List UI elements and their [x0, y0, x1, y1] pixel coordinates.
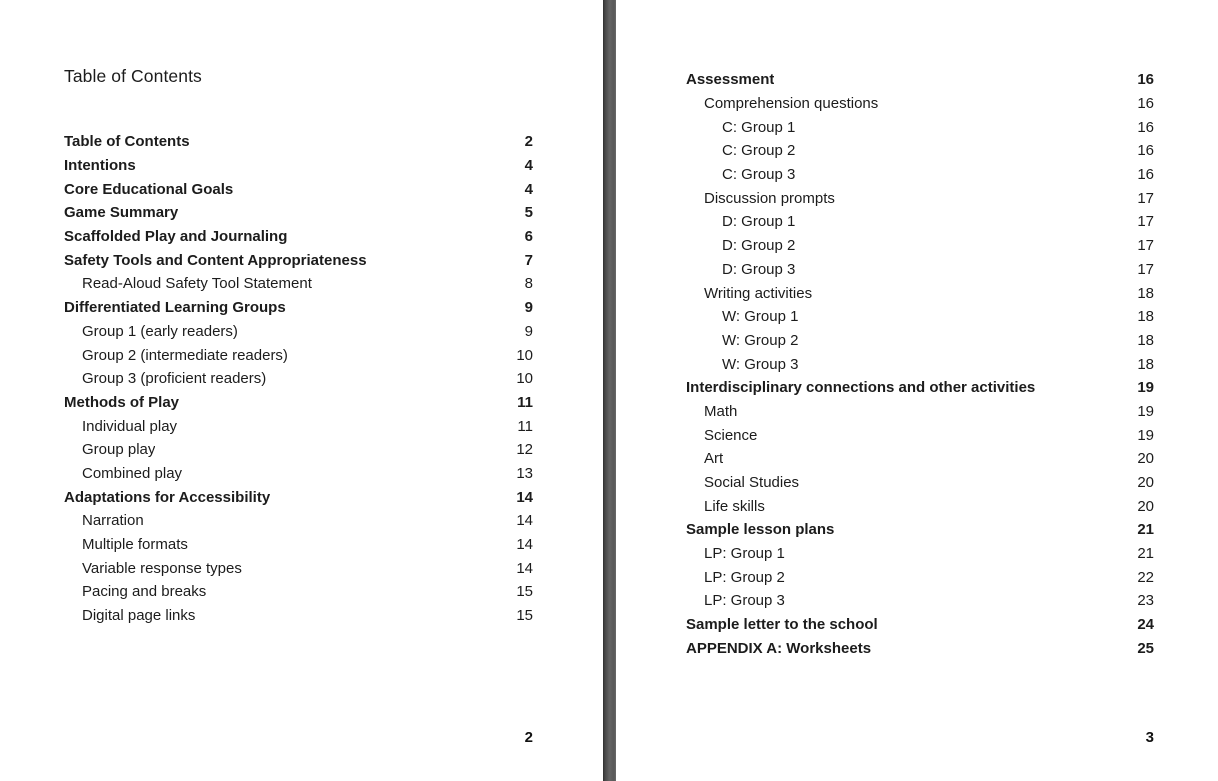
toc-entry[interactable] — [64, 320, 533, 344]
toc-entry-page-number: 13 — [516, 464, 533, 482]
toc-entry-page-number: 19 — [1137, 379, 1154, 397]
toc-entry[interactable] — [64, 391, 533, 415]
toc-entry-label: Social Studies — [704, 474, 800, 492]
toc-entry-page-number: 19 — [1137, 426, 1154, 444]
toc-list-right — [686, 68, 1154, 660]
toc-entry[interactable] — [64, 272, 533, 296]
toc-entry-page-number: 12 — [516, 441, 533, 459]
toc-entry-page-number: 16 — [1137, 71, 1154, 89]
toc-entry[interactable] — [686, 447, 1154, 471]
toc-entry-label: W: Group 3 — [722, 355, 799, 373]
toc-entry-label: Group 1 (early readers) — [82, 322, 238, 340]
toc-entry-label: Core Educational Goals — [64, 180, 234, 198]
toc-entry[interactable] — [686, 68, 1154, 92]
toc-entry-page-number: 19 — [1137, 402, 1154, 420]
toc-entry-label: APPENDIX A: Worksheets — [686, 639, 872, 657]
toc-entry-page-number: 14 — [516, 512, 533, 530]
toc-entry[interactable] — [64, 509, 533, 533]
toc-entry[interactable] — [64, 414, 533, 438]
toc-entry[interactable] — [64, 201, 533, 225]
toc-entry-label: Math — [704, 402, 738, 420]
toc-entry-page-number: 9 — [524, 322, 533, 340]
toc-entry-label: Science — [704, 426, 758, 444]
toc-entry-page-number: 16 — [1137, 118, 1154, 136]
toc-entry[interactable] — [686, 518, 1154, 542]
toc-entry-page-number: 23 — [1137, 592, 1154, 610]
toc-entry[interactable] — [64, 367, 533, 391]
toc-entry-page-number: 14 — [516, 559, 533, 577]
toc-entry-page-number: 15 — [516, 607, 533, 625]
toc-entry-page-number: 2 — [524, 133, 533, 151]
toc-entry-label: Group play — [82, 441, 156, 459]
toc-entry-page-number: 10 — [516, 346, 533, 364]
toc-entry-page-number: 4 — [524, 157, 533, 175]
toc-entry[interactable] — [686, 423, 1154, 447]
toc-entry-label: LP: Group 2 — [704, 568, 785, 586]
toc-entry[interactable] — [686, 258, 1154, 282]
page-number-right: 3 — [1145, 729, 1154, 746]
toc-entry-label: Game Summary — [64, 204, 179, 222]
toc-entry-page-number: 16 — [1137, 166, 1154, 184]
toc-entry[interactable] — [686, 163, 1154, 187]
page-gap-divider — [603, 0, 616, 781]
toc-entry-label: Combined play — [82, 464, 183, 482]
toc-entry-page-number: 17 — [1137, 213, 1154, 231]
toc-entry-label: C: Group 3 — [722, 166, 796, 184]
toc-entry[interactable] — [686, 115, 1154, 139]
toc-entry-label: C: Group 2 — [722, 142, 796, 160]
toc-entry-label: Art — [704, 450, 724, 468]
toc-entry[interactable] — [64, 556, 533, 580]
toc-entry-label: Pacing and breaks — [82, 583, 207, 601]
toc-entry-page-number: 21 — [1137, 521, 1154, 539]
toc-entry-page-number: 14 — [516, 536, 533, 554]
toc-entry-label: Discussion prompts — [704, 189, 835, 207]
toc-entry-page-number: 25 — [1137, 639, 1154, 657]
toc-entry-label: Digital page links — [82, 607, 196, 625]
toc-entry-page-number: 16 — [1137, 95, 1154, 113]
toc-entry-page-number: 10 — [516, 370, 533, 388]
toc-entry-page-number: 6 — [524, 228, 533, 246]
toc-entry-label: Writing activities — [704, 284, 813, 302]
toc-entry-page-number: 15 — [516, 583, 533, 601]
toc-entry-page-number: 20 — [1137, 450, 1154, 468]
toc-entry-page-number: 11 — [517, 417, 533, 435]
toc-entry-page-number: 14 — [516, 488, 533, 506]
toc-entry[interactable] — [686, 281, 1154, 305]
toc-entry[interactable] — [686, 565, 1154, 589]
toc-entry-page-number: 5 — [524, 204, 533, 222]
page-number-left: 2 — [524, 729, 533, 746]
toc-entry[interactable] — [64, 177, 533, 201]
toc-entry-label: Individual play — [82, 417, 178, 435]
toc-entry[interactable] — [686, 613, 1154, 637]
toc-entry-label: Narration — [82, 512, 144, 530]
toc-entry-label: Table of Contents — [64, 133, 190, 151]
toc-entry-page-number: 9 — [524, 299, 533, 317]
toc-entry[interactable] — [64, 485, 533, 509]
toc-entry-page-number: 20 — [1137, 497, 1154, 515]
toc-entry-label: LP: Group 3 — [704, 592, 785, 610]
toc-entry-label: D: Group 2 — [722, 237, 796, 255]
toc-entry-label: Intentions — [64, 157, 136, 175]
toc-entry-label: Read-Aloud Safety Tool Statement — [82, 275, 312, 293]
toc-entry[interactable] — [686, 139, 1154, 163]
toc-entry[interactable] — [686, 186, 1154, 210]
toc-entry-page-number: 4 — [524, 180, 533, 198]
toc-entry-label: Safety Tools and Content Appropriateness — [64, 251, 367, 269]
toc-entry-label: Assessment — [686, 71, 775, 89]
toc-entry[interactable] — [686, 494, 1154, 518]
toc-entry[interactable] — [686, 352, 1154, 376]
toc-entry[interactable] — [64, 296, 533, 320]
toc-entry-label: D: Group 1 — [722, 213, 796, 231]
toc-entry-page-number: 18 — [1137, 331, 1154, 349]
toc-entry-label: Multiple formats — [82, 536, 188, 554]
toc-entry[interactable] — [686, 637, 1154, 661]
toc-entry-page-number: 22 — [1137, 568, 1154, 586]
toc-entry-label: Scaffolded Play and Journaling — [64, 228, 288, 246]
toc-entry[interactable] — [686, 542, 1154, 566]
toc-entry[interactable] — [686, 234, 1154, 258]
toc-entry-page-number: 11 — [517, 393, 533, 411]
toc-entry[interactable] — [64, 343, 533, 367]
toc-entry-page-number: 17 — [1137, 260, 1154, 278]
toc-entry-label: Interdisciplinary connections and other activities — [686, 379, 1036, 397]
toc-entry[interactable] — [64, 580, 533, 604]
toc-entry-label: C: Group 1 — [722, 118, 796, 136]
toc-entry-label: W: Group 1 — [722, 308, 799, 326]
document-page-left — [0, 0, 603, 781]
toc-entry-page-number: 18 — [1137, 355, 1154, 373]
toc-entry[interactable] — [64, 154, 533, 178]
toc-entry-label: Group 2 (intermediate readers) — [82, 346, 288, 364]
toc-entry[interactable] — [686, 376, 1154, 400]
toc-entry[interactable] — [686, 471, 1154, 495]
toc-entry-label: Sample letter to the school — [686, 616, 878, 634]
toc-entry[interactable] — [686, 305, 1154, 329]
toc-entry-page-number: 21 — [1137, 545, 1154, 563]
toc-entry-page-number: 20 — [1137, 474, 1154, 492]
toc-entry-label: Group 3 (proficient readers) — [82, 370, 267, 388]
toc-entry-page-number: 18 — [1137, 284, 1154, 302]
toc-entry-label: Variable response types — [82, 559, 242, 577]
toc-entry[interactable] — [686, 400, 1154, 424]
toc-entry[interactable] — [64, 533, 533, 557]
toc-entry[interactable] — [686, 329, 1154, 353]
toc-entry-page-number: 16 — [1137, 142, 1154, 160]
toc-entry[interactable] — [686, 92, 1154, 116]
toc-entry[interactable] — [64, 438, 533, 462]
toc-entry-page-number: 17 — [1137, 189, 1154, 207]
toc-entry-label: LP: Group 1 — [704, 545, 785, 563]
toc-list-left — [64, 130, 533, 627]
toc-entry-label: Adaptations for Accessibility — [64, 488, 271, 506]
toc-entry[interactable] — [686, 589, 1154, 613]
toc-entry-page-number: 8 — [524, 275, 533, 293]
toc-entry[interactable] — [64, 462, 533, 486]
toc-entry-label: Sample lesson plans — [686, 521, 835, 539]
toc-entry-label: Life skills — [704, 497, 765, 515]
toc-entry[interactable] — [64, 130, 533, 154]
toc-entry-label: D: Group 3 — [722, 260, 796, 278]
document-page-right — [616, 0, 1218, 781]
toc-heading: Table of Contents — [64, 66, 202, 86]
toc-entry-label: Differentiated Learning Groups — [64, 299, 286, 317]
toc-entry-page-number: 18 — [1137, 308, 1154, 326]
toc-entry[interactable] — [64, 248, 533, 272]
toc-entry[interactable] — [686, 210, 1154, 234]
toc-entry-page-number: 7 — [524, 251, 533, 269]
toc-entry-label: Comprehension questions — [704, 95, 879, 113]
toc-entry-label: Methods of Play — [64, 393, 180, 411]
toc-entry-page-number: 24 — [1137, 616, 1154, 634]
toc-entry-label: W: Group 2 — [722, 331, 799, 349]
toc-entry[interactable] — [64, 225, 533, 249]
toc-entry-page-number: 17 — [1137, 237, 1154, 255]
toc-entry[interactable] — [64, 604, 533, 628]
